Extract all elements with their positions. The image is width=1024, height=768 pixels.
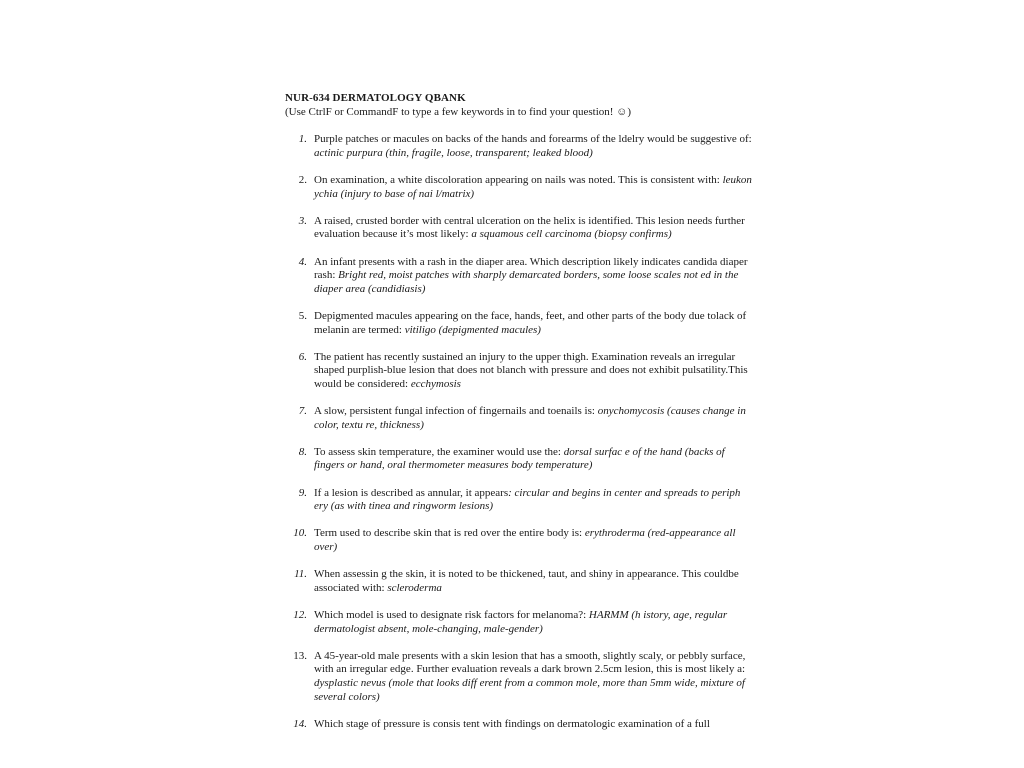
question-text: Purple patches or macules on backs of the hands and forearms of the ldelry would be suggestive of: [314, 133, 752, 146]
question-item [285, 256, 755, 297]
question-item [285, 133, 755, 160]
answer-text: dysplastic nevus (mole that looks diff erent from a common mole, more than 5mm wide, mixture of several colors) [314, 676, 745, 703]
question-item [285, 215, 755, 242]
question-item [285, 487, 755, 514]
question-number: 14. [293, 717, 307, 730]
answer-text: erythroderma (red-appearance all over) [314, 527, 736, 553]
question-item [285, 718, 755, 732]
question-item [285, 351, 755, 392]
question-number: 1. [298, 133, 307, 146]
question-text: To assess skin temperature, the examiner would use the: [314, 445, 564, 458]
answer-text: HARMM (h istory, age, regular dermatologist absent, mole-changing, male-gender) [314, 608, 728, 635]
question-number: 3. [298, 214, 307, 227]
answer-text: ecchymosis [410, 377, 461, 390]
answer-text: vitiligo (depigmented macules) [404, 323, 541, 336]
question-item [285, 446, 755, 473]
answer-text: Bright red, moist patches with sharply demarcated borders, some loose scales not ed in the diaper area (candidiasis) [314, 269, 739, 295]
question-item [285, 527, 755, 554]
question-text: Depigmented macules appearing on the face, hands, feet, and other parts of the body due tolack of melanin are termed: [314, 309, 747, 336]
question-text: On examination, a white discoloration appearing on nails was noted. This is consistent with: [314, 173, 723, 186]
document-title: NUR-634 DERMATOLOGY QBANK [285, 92, 466, 104]
answer-text: leukon ychia (injury to base of nai l/matrix) [314, 173, 752, 200]
question-text: The patient has recently sustained an injury to the upper thigh. Examination reveals an irregular shaped purplish-blue lesion that does not blanch with pressure and does not exhibit pulsatility.This would be considered: [314, 350, 748, 390]
question-number: 6. [298, 350, 307, 363]
answer-text: : circular and begins in center and spreads to periph ery (as with tinea and ringworm lesions) [314, 486, 741, 513]
question-number: 13. [293, 649, 307, 662]
answer-text: a squamous cell carcinoma (biopsy confirms) [471, 228, 672, 241]
question-text: Which stage of pressure is consis tent with findings on dermatologic examination of a full [314, 717, 710, 730]
question-number: 7. [298, 405, 307, 418]
question-text: A raised, crusted border with central ulceration on the helix is identified. This lesion needs further evaluation because it’s most likely: [314, 214, 745, 241]
question-text: An infant presents with a rash in the diaper area. Which description likely indicates candida diaper rash: [314, 255, 748, 282]
question-text: A slow, persistent fungal infection of fingernails and toenails is: [314, 405, 598, 418]
question-number: 11. [294, 568, 307, 581]
question-text: If a lesion is described as annular, it appears [314, 486, 509, 499]
document-page [285, 92, 755, 745]
question-item [285, 650, 755, 704]
question-number: 5. [298, 309, 307, 322]
question-number: 4. [298, 255, 307, 268]
question-text: When assessin g the skin, it is noted to be thickened, taut, and shiny in appearance. This couldbe associated with: [314, 568, 739, 594]
question-number: 12. [293, 608, 307, 621]
question-text: A 45-year-old male presents with a skin lesion that has a smooth, slightly scaly, or pebbly surface, with an irregular edge. Further evaluation reveals a dark brown 2.5cm lesion, this is most likely a: [314, 649, 746, 676]
answer-text: onychomycosis (causes change in color, textu re, thickness) [314, 405, 746, 431]
question-item [285, 405, 755, 432]
question-number: 8. [298, 445, 307, 458]
question-item [285, 568, 755, 595]
answer-text: dorsal surfac e of the hand (backs of fingers or hand, oral thermometer measures body temperature) [314, 445, 725, 472]
document-subtitle: (Use CtrlF or CommandF to type a few keywords in to find your question! ☺) [285, 105, 632, 118]
question-number: 9. [298, 486, 307, 499]
question-list [285, 133, 755, 731]
question-item [285, 609, 755, 636]
answer-text: actinic purpura (thin, fragile, loose, transparent; leaked blood) [314, 146, 593, 159]
question-number: 10. [293, 527, 307, 540]
question-item [285, 310, 755, 337]
question-number: 2. [298, 173, 307, 186]
answer-text: scleroderma [387, 581, 442, 594]
question-text: Term used to describe skin that is red over the entire body is: [314, 527, 585, 540]
question-text: Which model is used to designate risk factors for melanoma?: [314, 608, 589, 621]
question-item [285, 174, 755, 201]
